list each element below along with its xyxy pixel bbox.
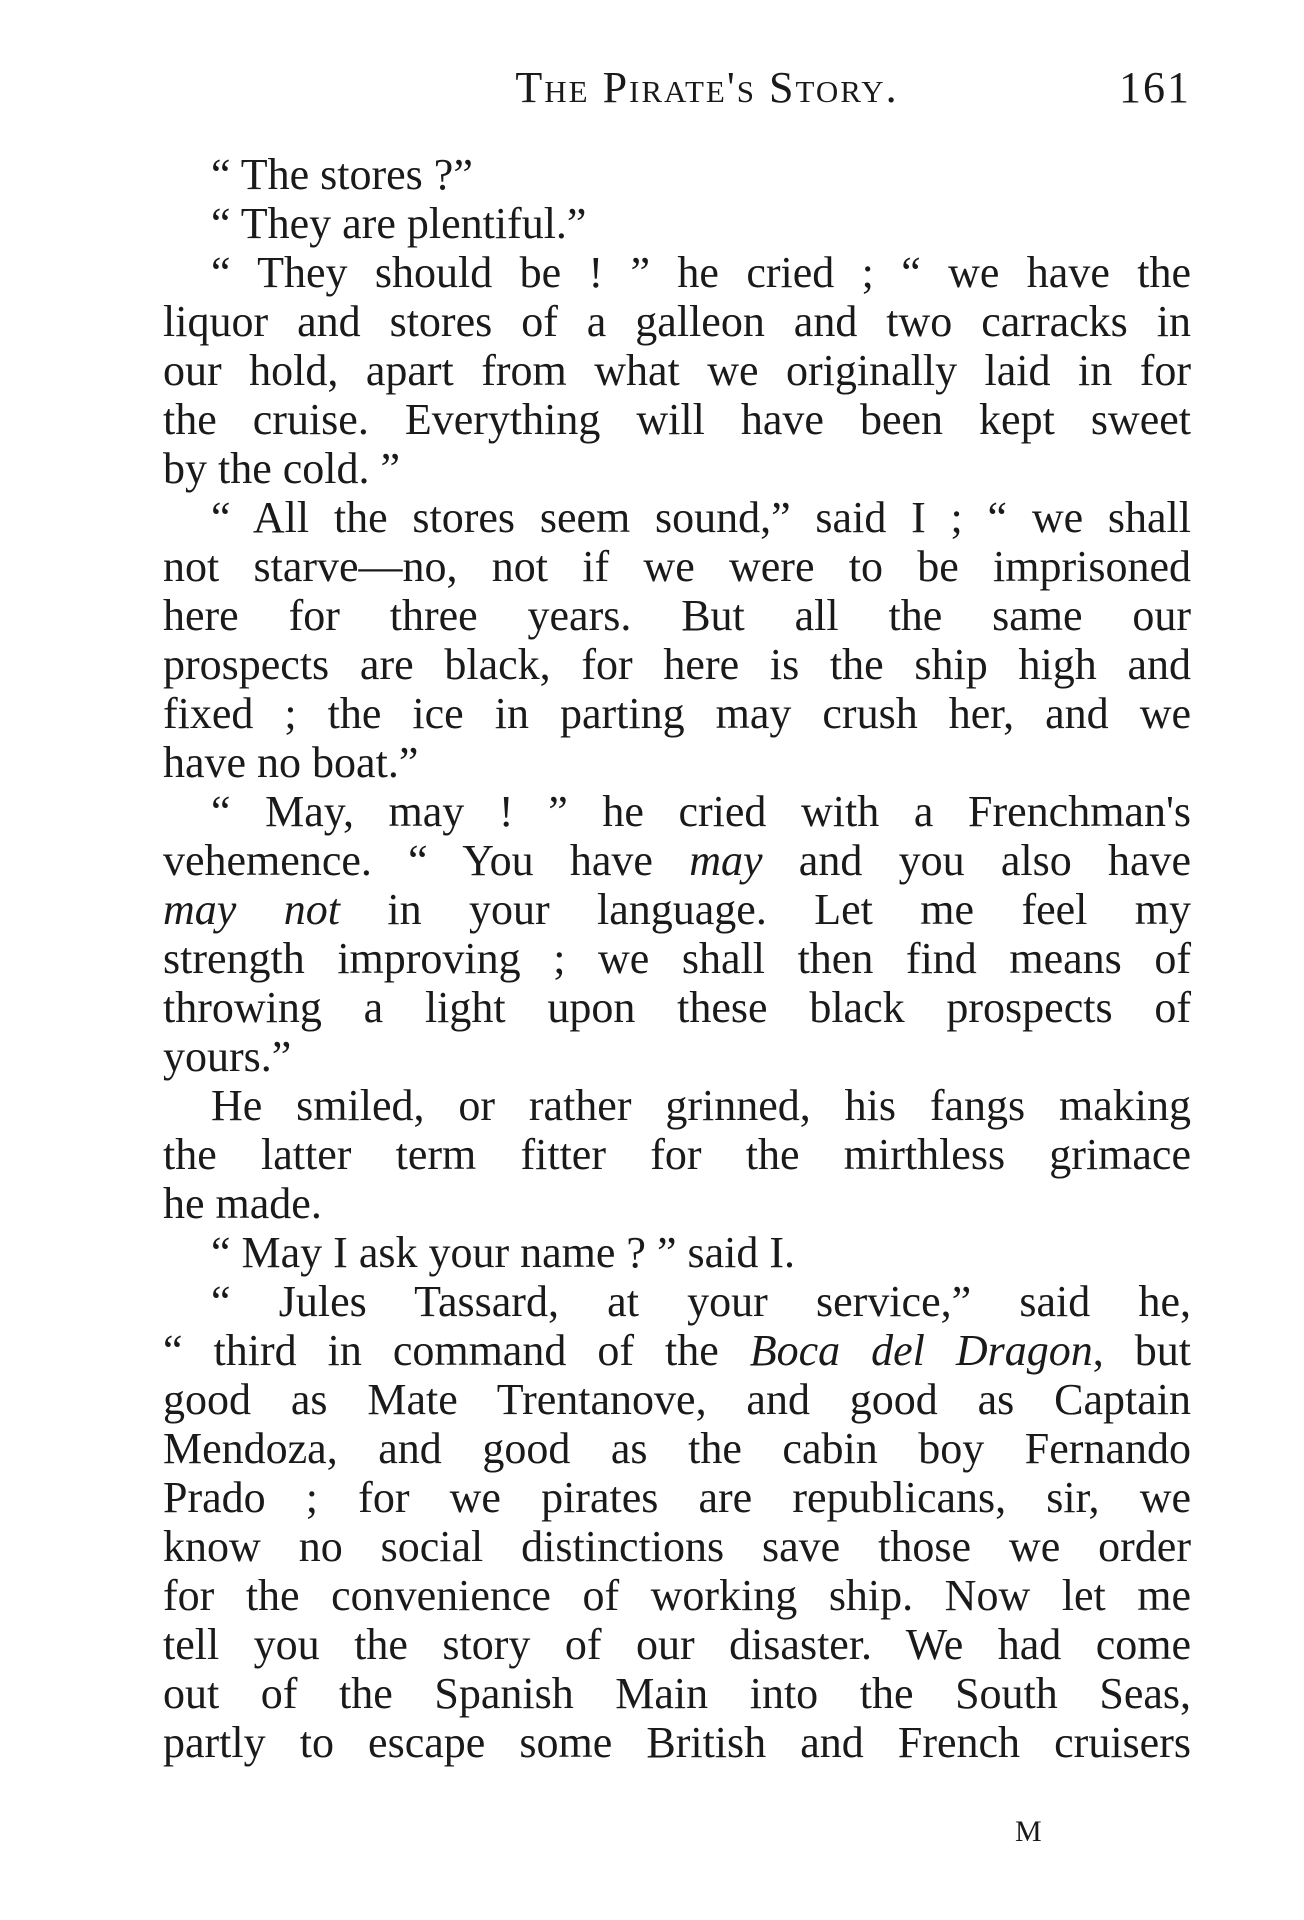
text-line: fixed ; the ice in parting may crush her, and we — [163, 689, 1191, 738]
text-line: “ The stores ?” — [211, 150, 473, 199]
text-line: He smiled, or rather grinned, his fangs making — [211, 1081, 1191, 1130]
text-line: “ Jules Tassard, at your service,” said he, — [211, 1277, 1191, 1326]
text-line: Prado ; for we pirates are republicans, sir, we — [163, 1473, 1191, 1522]
text-line: Mendoza, and good as the cabin boy Fernando — [163, 1424, 1191, 1473]
text-line: know no social distinctions save those we order — [163, 1522, 1191, 1571]
running-head — [163, 62, 1191, 122]
text-line: for the convenience of working ship. Now let me — [163, 1571, 1191, 1620]
text-line: by the cold. ” — [163, 444, 401, 493]
text-line: “ They should be ! ” he cried ; “ we have the — [211, 248, 1191, 297]
text-line: may not in your language. Let me feel my — [163, 885, 1192, 934]
text-line: he made. — [163, 1179, 322, 1228]
text-line: throwing a light upon these black prospects of — [163, 983, 1191, 1032]
text-line: the latter term fitter for the mirthless grimace — [163, 1130, 1191, 1179]
text-line: “ third in command of the Boca del Dragon, but — [163, 1326, 1191, 1375]
text-line: prospects are black, for here is the ship high and — [163, 640, 1191, 689]
page-number: 161 — [1119, 63, 1191, 112]
text-line: our hold, apart from what we originally laid in for — [163, 346, 1191, 395]
text-line: “ They are plentiful.” — [211, 199, 587, 248]
chapter-title: The Pirate's Story. — [515, 63, 899, 112]
text-line: vehemence. “ You have may and you also have — [163, 836, 1192, 885]
text-line: tell you the story of our disaster. We had come — [163, 1620, 1191, 1669]
body-text — [163, 150, 1191, 1767]
text-line: “ May, may ! ” he cried with a Frenchman's — [211, 787, 1191, 836]
text-line: “ May I ask your name ? ” said I. — [211, 1228, 796, 1277]
text-line: good as Mate Trentanove, and good as Captain — [163, 1375, 1191, 1424]
text-line: strength improving ; we shall then find means of — [163, 934, 1191, 983]
text-line: liquor and stores of a galleon and two carracks in — [163, 297, 1191, 346]
text-line: partly to escape some British and French cruisers — [163, 1718, 1191, 1767]
text-line: not starve—no, not if we were to be imprisoned — [163, 542, 1191, 591]
signature-mark: M — [1015, 1815, 1043, 1848]
text-line: “ All the stores seem sound,” said I ; “ we shall — [211, 493, 1191, 542]
text-line: have no boat.” — [163, 738, 419, 787]
text-line: out of the Spanish Main into the South Seas, — [163, 1669, 1191, 1718]
text-line: yours.” — [163, 1032, 292, 1081]
text-line: the cruise. Everything will have been kept sweet — [163, 395, 1191, 444]
text-line: here for three years. But all the same our — [163, 591, 1191, 640]
